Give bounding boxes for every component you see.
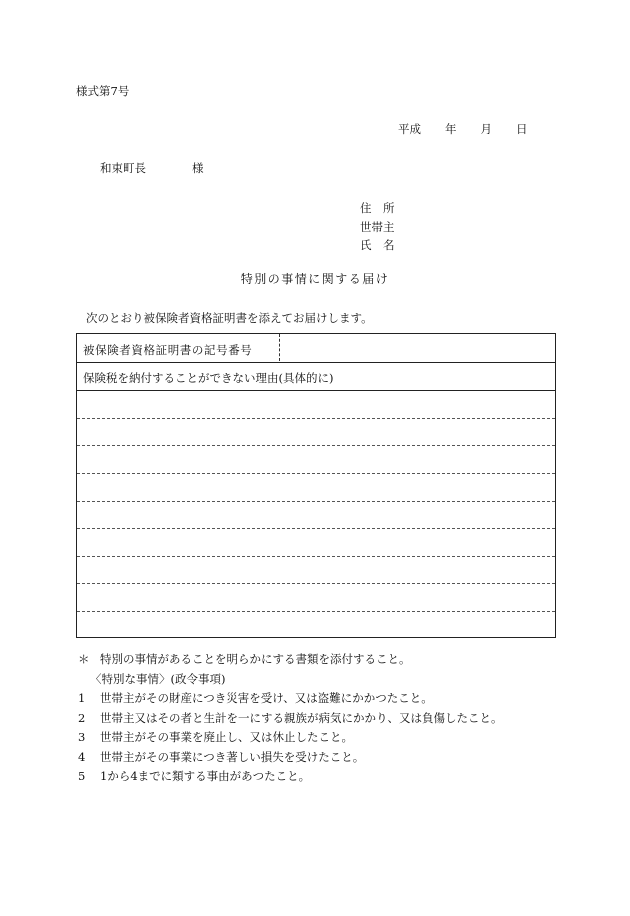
note-subheading: 〈特別な事情〉(政令事項) bbox=[90, 671, 226, 686]
addressee-name: 和束町長 bbox=[100, 161, 146, 175]
note-item: 1 世帯主がその財産につき災害を受け、又は盗難にかかつたこと。 bbox=[78, 691, 433, 705]
day-label: 日 bbox=[516, 122, 528, 136]
form-number: 様式第7号 bbox=[76, 84, 130, 98]
note-item: 3 世帯主がその事業を廃止し、又は休止したこと。 bbox=[78, 730, 353, 744]
reason-line bbox=[77, 611, 555, 612]
name-label: 氏 名 bbox=[360, 238, 395, 252]
applicant-block bbox=[360, 199, 395, 255]
householder-label: 世帯主 bbox=[360, 219, 395, 234]
reason-label: 保険税を納付することができない理由(具体的に) bbox=[83, 371, 334, 385]
reason-line bbox=[77, 556, 555, 557]
cert-number-label: 被保険者資格証明書の記号番号 bbox=[83, 343, 253, 357]
month-label: 月 bbox=[480, 122, 492, 136]
notes bbox=[78, 650, 503, 787]
reason-line bbox=[77, 501, 555, 502]
era-label: 平成 bbox=[398, 122, 421, 136]
intro-text: 次のとおり被保険者資格証明書を添えてお届けします。 bbox=[86, 311, 373, 325]
note-main: ＊ 特別の事情があることを明らかにする書類を添付すること。 bbox=[78, 650, 503, 670]
year-label: 年 bbox=[445, 122, 457, 136]
address-label: 住 所 bbox=[360, 201, 395, 215]
note-item: 2 世帯主又はその者と生計を一にする親族が病気にかかり、又は負傷したこと。 bbox=[78, 710, 503, 725]
reason-line bbox=[77, 528, 555, 529]
note-item: 4 世帯主がその事業につき著しい損失を受けたこと。 bbox=[78, 749, 365, 764]
reason-header-row bbox=[77, 362, 555, 391]
date-line bbox=[398, 124, 528, 136]
reason-line bbox=[77, 583, 555, 584]
addressee-honorific: 様 bbox=[192, 161, 204, 175]
cert-number-divider bbox=[279, 334, 280, 361]
reason-line bbox=[77, 418, 555, 419]
reason-line bbox=[77, 445, 555, 446]
cert-number-row bbox=[77, 334, 555, 363]
asterisk-mark: ＊ bbox=[78, 652, 90, 666]
note-item: 5 1から4までに類する事由があつたこと。 bbox=[78, 769, 311, 783]
form-table bbox=[76, 333, 556, 638]
document-title: 特別の事情に関する届け bbox=[240, 272, 390, 286]
reason-line bbox=[77, 473, 555, 474]
addressee bbox=[100, 163, 204, 175]
